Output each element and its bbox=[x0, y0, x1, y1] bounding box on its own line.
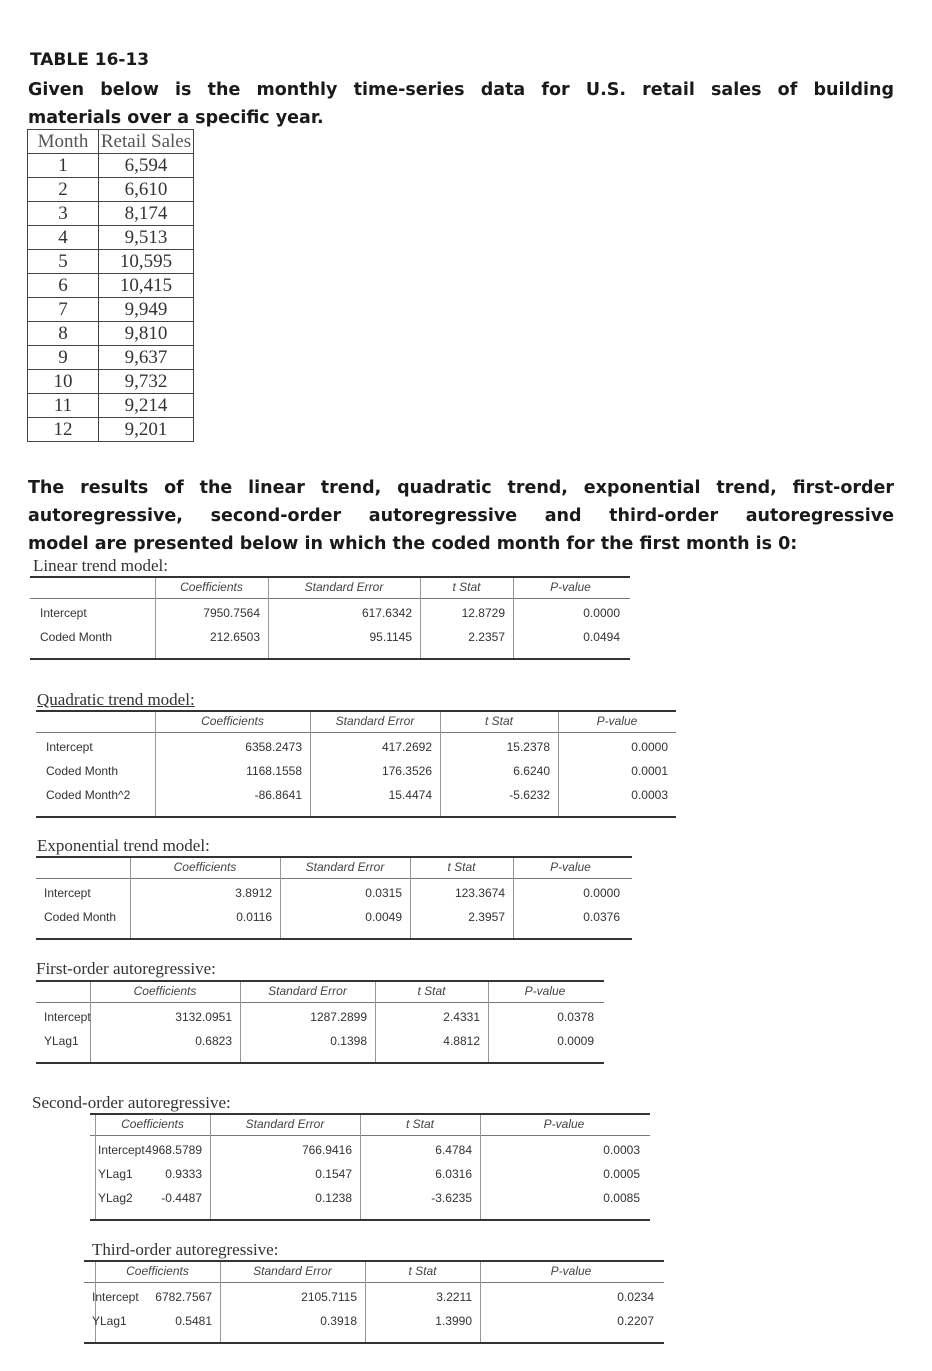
month-cell: 9 bbox=[28, 346, 99, 370]
model-title: Linear trend model: bbox=[33, 556, 169, 575]
value-cell: 6358.2473 bbox=[245, 740, 302, 754]
month-header: Month bbox=[28, 130, 99, 154]
month-cell: 8 bbox=[28, 322, 99, 346]
sales-cell: 9,732 bbox=[99, 370, 194, 394]
model-title: Exponential trend model: bbox=[37, 836, 210, 855]
value-cell: 6.0316 bbox=[435, 1167, 472, 1181]
regression-table bbox=[84, 1260, 664, 1344]
table-top-rule bbox=[84, 1260, 664, 1262]
results-line: autoregressive, second-order autoregressive and third-order autoregressive bbox=[28, 506, 894, 526]
value-cell: 212.6503 bbox=[209, 630, 260, 644]
value-cell: 0.0315 bbox=[365, 886, 402, 900]
regression-table bbox=[90, 1113, 650, 1221]
value-cell: 3132.0951 bbox=[175, 1010, 232, 1024]
table-top-rule bbox=[36, 856, 632, 858]
column-header: t Stat bbox=[405, 1117, 434, 1131]
sales-cell: 8,174 bbox=[99, 202, 194, 226]
model-title: First-order autoregressive: bbox=[36, 959, 216, 978]
sales-table-header-row bbox=[28, 130, 194, 154]
row-label: Intercept bbox=[92, 1290, 139, 1304]
table-row bbox=[28, 370, 194, 394]
value-cell: 3.8912 bbox=[235, 886, 272, 900]
table-row bbox=[28, 178, 194, 202]
sales-cell: 9,810 bbox=[99, 322, 194, 346]
value-cell: 6.6240 bbox=[513, 764, 550, 778]
table-row bbox=[28, 226, 194, 250]
value-cell: 0.6823 bbox=[195, 1034, 232, 1048]
results-paragraph bbox=[28, 474, 894, 558]
value-cell: 0.1238 bbox=[315, 1191, 352, 1205]
row-label: Intercept bbox=[46, 740, 93, 754]
column-header: Coefficients bbox=[173, 860, 237, 874]
header-rule bbox=[84, 1282, 664, 1283]
month-cell: 5 bbox=[28, 250, 99, 274]
month-cell: 6 bbox=[28, 274, 99, 298]
header-rule bbox=[36, 878, 632, 879]
table-row bbox=[28, 346, 194, 370]
row-label: Coded Month^2 bbox=[46, 788, 131, 802]
value-cell: 0.0000 bbox=[631, 740, 668, 754]
sales-table bbox=[27, 129, 194, 442]
table-row bbox=[28, 250, 194, 274]
value-cell: 0.1398 bbox=[330, 1034, 367, 1048]
value-cell: 176.3526 bbox=[381, 764, 432, 778]
table-bottom-rule bbox=[90, 1219, 650, 1221]
value-cell: 0.5481 bbox=[175, 1314, 212, 1328]
month-cell: 4 bbox=[28, 226, 99, 250]
table-row bbox=[28, 202, 194, 226]
value-cell: 1287.2899 bbox=[310, 1010, 367, 1024]
value-cell: -0.4487 bbox=[161, 1191, 202, 1205]
retail-sales-header: Retail Sales bbox=[99, 130, 194, 154]
results-line: The results of the linear trend, quadratic trend, exponential trend, first-order bbox=[28, 478, 894, 498]
value-cell: 0.0001 bbox=[631, 764, 668, 778]
results-line: model are presented below in which the coded month for the first month is 0: bbox=[28, 534, 798, 554]
header-rule bbox=[30, 598, 630, 599]
sales-cell: 10,415 bbox=[99, 274, 194, 298]
column-header: Standard Error bbox=[304, 580, 384, 594]
value-cell: -86.8641 bbox=[254, 788, 302, 802]
table-row bbox=[28, 322, 194, 346]
sales-cell: 9,637 bbox=[99, 346, 194, 370]
header-rule bbox=[36, 732, 676, 733]
table-bottom-rule bbox=[36, 816, 676, 818]
month-cell: 1 bbox=[28, 154, 99, 178]
row-label: YLag1 bbox=[98, 1167, 133, 1181]
value-cell: 0.0009 bbox=[557, 1034, 594, 1048]
column-header: P-value bbox=[543, 1117, 585, 1131]
column-header: Coefficients bbox=[133, 984, 197, 998]
row-label: Coded Month bbox=[46, 764, 119, 778]
table-row bbox=[28, 154, 194, 178]
value-cell: 0.0116 bbox=[236, 910, 272, 924]
month-cell: 12 bbox=[28, 418, 99, 442]
value-cell: 1.3990 bbox=[435, 1314, 472, 1328]
row-label: YLag2 bbox=[98, 1191, 133, 1205]
model-title: Second-order autoregressive: bbox=[32, 1093, 231, 1112]
value-cell: 12.8729 bbox=[461, 606, 505, 620]
row-label: Coded Month bbox=[40, 630, 113, 644]
value-cell: 3.2211 bbox=[436, 1290, 472, 1304]
value-cell: 2.4331 bbox=[443, 1010, 480, 1024]
value-cell: 0.0003 bbox=[631, 788, 668, 802]
column-header: t Stat bbox=[417, 984, 446, 998]
value-cell: 0.0494 bbox=[583, 630, 620, 644]
sales-cell: 6,594 bbox=[99, 154, 194, 178]
value-cell: 6.4784 bbox=[435, 1143, 472, 1157]
table-row bbox=[28, 418, 194, 442]
column-header: P-value bbox=[596, 714, 638, 728]
value-cell: 766.9416 bbox=[301, 1143, 352, 1157]
value-cell: 0.0234 bbox=[617, 1290, 654, 1304]
row-label: Coded Month bbox=[44, 910, 117, 924]
table-row bbox=[28, 298, 194, 322]
sales-cell: 6,610 bbox=[99, 178, 194, 202]
column-header: P-value bbox=[550, 580, 591, 594]
value-cell: 0.0000 bbox=[583, 886, 620, 900]
table-top-rule bbox=[90, 1113, 650, 1115]
table-bottom-rule bbox=[30, 658, 630, 660]
value-cell: 0.0085 bbox=[603, 1191, 640, 1205]
header-rule bbox=[90, 1135, 650, 1136]
value-cell: 0.2207 bbox=[617, 1314, 654, 1328]
value-cell: 4968.5789 bbox=[145, 1143, 202, 1157]
intro-line: materials over a specific year. bbox=[28, 108, 324, 128]
sales-cell: 9,949 bbox=[99, 298, 194, 322]
table-top-rule bbox=[36, 710, 676, 712]
row-label: Intercept bbox=[98, 1143, 145, 1157]
column-header: P-value bbox=[550, 860, 591, 874]
column-header: t Stat bbox=[484, 714, 513, 728]
value-cell: 0.0376 bbox=[583, 910, 620, 924]
column-header: Coefficients bbox=[180, 580, 243, 594]
value-cell: 2.3957 bbox=[468, 910, 505, 924]
value-cell: 0.0003 bbox=[603, 1143, 640, 1157]
value-cell: 95.1145 bbox=[369, 630, 412, 644]
column-header: t Stat bbox=[452, 580, 481, 594]
value-cell: 6782.7567 bbox=[155, 1290, 212, 1304]
month-cell: 3 bbox=[28, 202, 99, 226]
table-row bbox=[28, 394, 194, 418]
sales-cell: 9,513 bbox=[99, 226, 194, 250]
column-header: Standard Error bbox=[305, 860, 385, 874]
regression-table bbox=[36, 710, 676, 818]
table-bottom-rule bbox=[36, 1062, 604, 1064]
table-bottom-rule bbox=[84, 1342, 664, 1344]
column-header: Coefficients bbox=[121, 1117, 184, 1131]
value-cell: 417.2692 bbox=[381, 740, 432, 754]
value-cell: 15.4474 bbox=[388, 788, 432, 802]
regression-table bbox=[36, 856, 632, 940]
table-top-rule bbox=[30, 576, 630, 578]
model-title: Quadratic trend model: bbox=[37, 690, 195, 709]
column-header: t Stat bbox=[408, 1264, 437, 1278]
regression-table bbox=[36, 980, 604, 1064]
regression-table bbox=[30, 576, 630, 660]
month-cell: 11 bbox=[28, 394, 99, 418]
value-cell: 2.2357 bbox=[468, 630, 505, 644]
value-cell: 0.1547 bbox=[315, 1167, 352, 1181]
month-cell: 10 bbox=[28, 370, 99, 394]
row-label: Intercept bbox=[44, 886, 91, 900]
value-cell: 0.3918 bbox=[320, 1314, 357, 1328]
table-bottom-rule bbox=[36, 938, 632, 940]
month-cell: 7 bbox=[28, 298, 99, 322]
table-label: TABLE 16-13 bbox=[30, 50, 150, 70]
column-header: Standard Error bbox=[335, 714, 415, 728]
sales-cell: 9,214 bbox=[99, 394, 194, 418]
column-header: Coefficients bbox=[126, 1264, 189, 1278]
row-label: Intercept bbox=[44, 1010, 91, 1024]
column-header: Standard Error bbox=[268, 984, 347, 998]
value-cell: 0.0049 bbox=[365, 910, 402, 924]
value-cell: 0.0005 bbox=[603, 1167, 640, 1181]
sales-cell: 10,595 bbox=[99, 250, 194, 274]
value-cell: 0.0000 bbox=[583, 606, 620, 620]
table-row bbox=[28, 274, 194, 298]
column-header: P-value bbox=[550, 1264, 592, 1278]
value-cell: 0.9333 bbox=[165, 1167, 202, 1181]
column-header: Standard Error bbox=[245, 1117, 325, 1131]
value-cell: 7950.7564 bbox=[203, 606, 260, 620]
column-header: t Stat bbox=[447, 860, 476, 874]
value-cell: -3.6235 bbox=[431, 1191, 472, 1205]
model-title: Third-order autoregressive: bbox=[92, 1240, 279, 1259]
row-label: YLag1 bbox=[92, 1314, 127, 1328]
row-label: YLag1 bbox=[44, 1034, 79, 1048]
intro-line: Given below is the monthly time-series data for U.S. retail sales of building bbox=[28, 80, 894, 100]
value-cell: 2105.7115 bbox=[301, 1290, 357, 1304]
value-cell: 4.8812 bbox=[443, 1034, 480, 1048]
month-cell: 2 bbox=[28, 178, 99, 202]
header-rule bbox=[36, 1002, 604, 1003]
column-header: P-value bbox=[524, 984, 566, 998]
column-header: Coefficients bbox=[201, 714, 264, 728]
value-cell: 15.2378 bbox=[506, 740, 550, 754]
column-header: Standard Error bbox=[253, 1264, 332, 1278]
value-cell: 0.0378 bbox=[557, 1010, 594, 1024]
sales-cell: 9,201 bbox=[99, 418, 194, 442]
table-top-rule bbox=[36, 980, 604, 982]
row-label: Intercept bbox=[40, 606, 87, 620]
value-cell: 1168.1558 bbox=[246, 764, 302, 778]
value-cell: 617.6342 bbox=[361, 606, 412, 620]
value-cell: -5.6232 bbox=[509, 788, 550, 802]
intro-paragraph bbox=[28, 76, 894, 132]
value-cell: 123.3674 bbox=[454, 886, 505, 900]
